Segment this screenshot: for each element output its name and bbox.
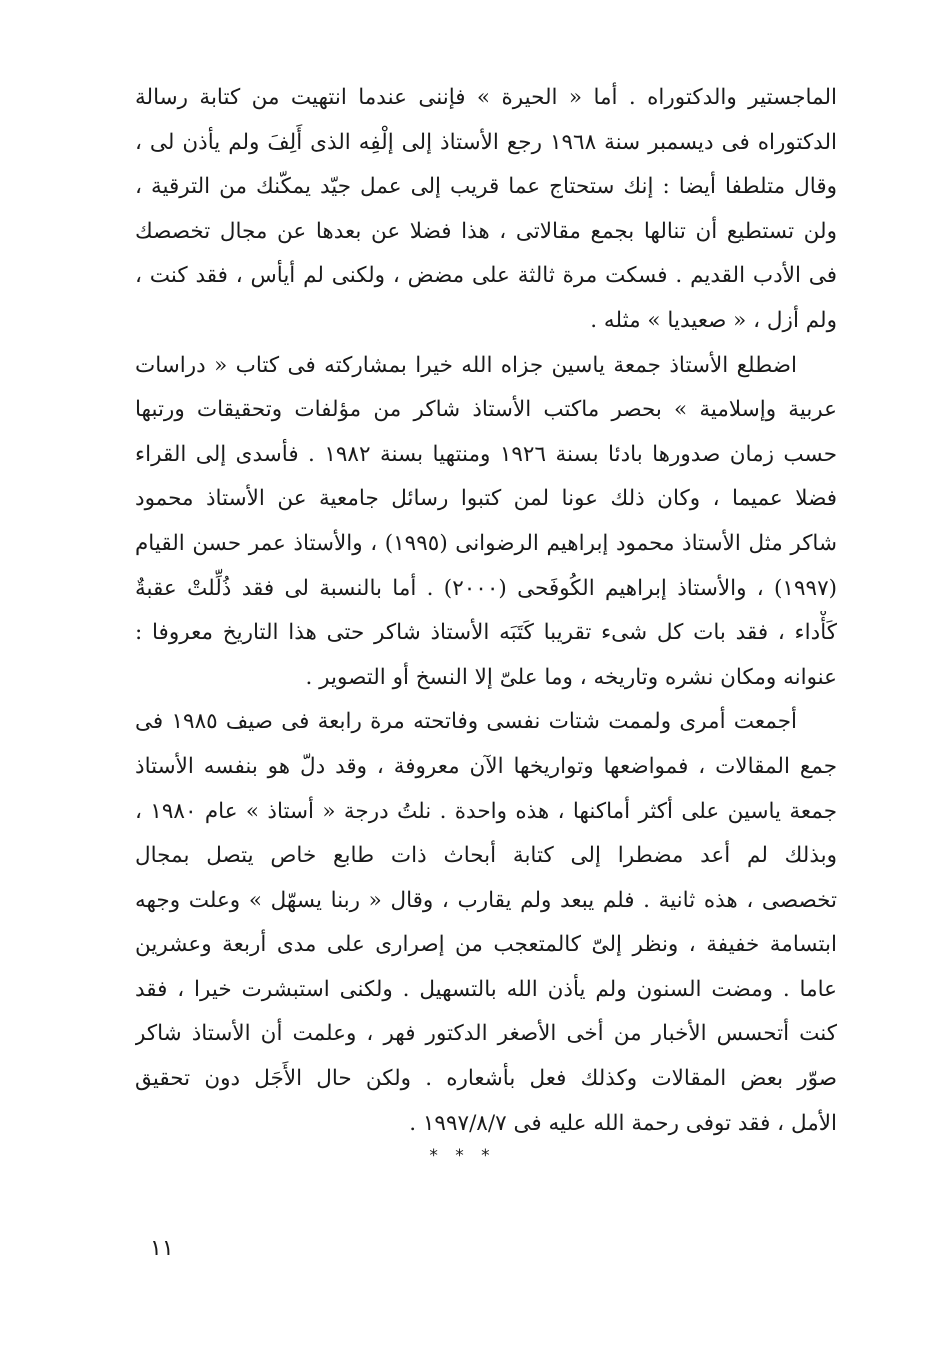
section-separator: * * * <box>429 1146 496 1166</box>
paragraph-3 <box>135 700 837 1146</box>
text-line: ولن تستطيع أن تنالها بجمع مقالاتى ، هذا فضلا عن بعدها عن مجال تخصصك <box>135 218 837 244</box>
text-line: تخصصى ، هذه ثانية . فلم يبعد ولم يقارب ، وقال « ربنا يسهّل » وعلت وجهه <box>135 887 837 913</box>
text-line: عنوانه ومكان نشره وتاريخه ، وما علىّ إلا النسخ أو التصوير . <box>305 664 837 690</box>
text-line: وبذلك لم أعد مضطرا إلى كتابة أبحاث ذات طابع خاص يتصل بمجال <box>135 843 837 869</box>
text-line: صوّر بعض المقالات وكذلك فعل بأشعاره . ولكن حال الأَجَل دون تحقيق <box>135 1066 837 1092</box>
paragraph-1 <box>135 76 837 344</box>
text-line: فى الأدب القديم . فسكت مرة ثالثة على مضض ، ولكنى لم أيأس ، فقد كنت ، <box>135 263 837 289</box>
text-line: ولم أزل ، « صعيديا » مثله . <box>590 307 837 333</box>
text-line: الأمل ، فقد توفى رحمة الله عليه فى ١٩٩٧/٨/٧ . <box>409 1110 837 1136</box>
text-line: (١٩٩٧) ، والأستاذ إبراهيم الكُوفَحى (٢٠٠٠) . أما بالنسبة لى فقد ذُلِّلتْ عقبةٌ <box>135 575 837 601</box>
text-line: عربية وإسلامية » بحصر ماكتب الأستاذ شاكر من مؤلفات وتحقيقات ورتبها <box>135 397 837 423</box>
text-line: الماجستير والدكتوراه . أما « الحيرة » فإننى عندما انتهيت من كتابة رسالة <box>135 85 837 110</box>
text-line: أجمعت أمرى ولممت شتات نفسى وفاتحته مرة رابعة فى صيف ١٩٨٥ فى <box>135 709 797 735</box>
text-line: عاما . ومضت السنون ولم يأذن الله بالتسهيل . ولكنى استبشرت خيرا ، فقد <box>135 976 837 1002</box>
text-line: كنت أتحسس الأخبار من أخى الأصغر الدكتور فهر ، وعلمت أن الأستاذ شاكر <box>135 1021 837 1047</box>
text-line: وقال متلطفا أيضا : إنك ستحتاج عما قريب إلى عمل جيّد يمكّنك من الترقية ، <box>135 174 837 200</box>
text-line: حسب زمان صدورها بادئا بسنة ١٩٢٦ ومنتهيا بسنة ١٩٨٢ . فأسدى إلى القراء <box>135 441 837 467</box>
text-line: اضطلع الأستاذ جمعة ياسين جزاه الله خيرا بمشاركته فى كتاب « دراسات <box>135 352 797 378</box>
text-line: الدكتوراه فى ديسمبر سنة ١٩٦٨ رجع الأستاذ إلى إلْفِه الذى أَلِفَ ولم يأذن لى ، <box>135 129 837 155</box>
text-line: جمعة ياسين على أكثر أماكنها ، هذه واحدة . نلتُ درجة « أستاذ » عام ١٩٨٠ ، <box>135 798 837 824</box>
page-number: ١١ <box>150 1236 174 1261</box>
text-line: فضلا عميما ، وكان ذلك عونا لمن كتبوا رسائل جامعية عن الأستاذ محمود <box>135 486 837 512</box>
text-line: ابتسامة خفيفة ، ونظر إلىّ كالمتعجب من إصرارى على مدى أربعة وعشرين <box>135 932 837 958</box>
text-line: شاكر مثل الأستاذ محمود إبراهيم الرضوانى (١٩٩٥) ، والأستاذ عمر حسن القيام <box>135 530 837 556</box>
paragraph-2 <box>135 344 837 701</box>
text-line: جمع المقالات ، فمواضعها وتواريخها الآن معروفة ، وقد دلّ هو بنفسه الأستاذ <box>135 753 837 779</box>
body-text <box>135 76 837 1146</box>
text-line: كَأْداء ، فقد بات كل شىء تقريبا كَتَبَه الأستاذ شاكر حتى هذا التاريخ معروفا : <box>135 620 837 646</box>
